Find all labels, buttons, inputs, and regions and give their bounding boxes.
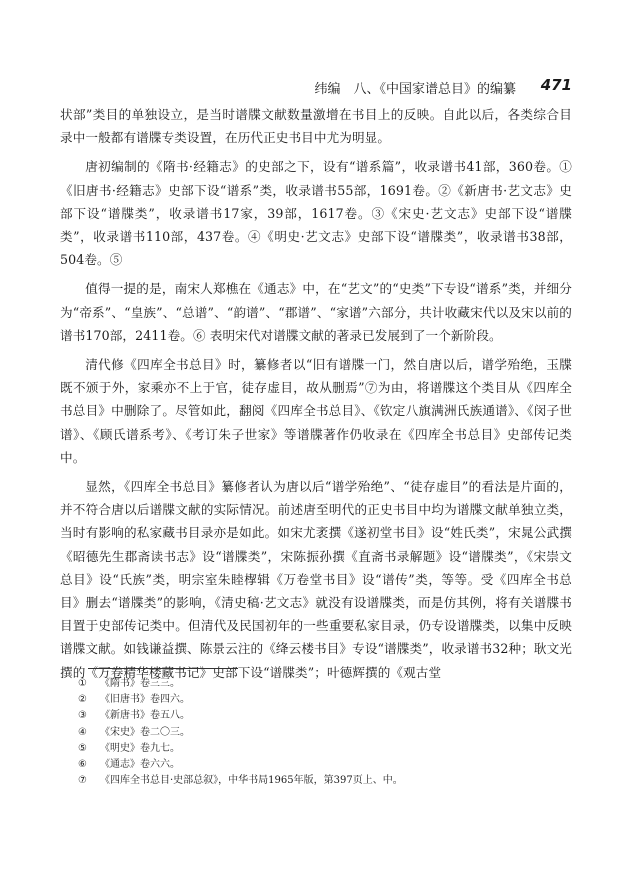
footnote-mark: ⑤ <box>78 742 87 754</box>
paragraph: 值得一提的是，南宋人郑樵在《通志》中，在“艺文”的“史类”下专设“谱系”类，并细分为“帝系”、“皇族”、“总谱”、“韵谱”、“郡谱”、“家谱”六部分，共计收藏宋代以及宋以前的谱书170部，2411卷。⑥ 表明宋代对谱牒文献的著录已发展到了一个新阶段。 <box>60 281 572 343</box>
footnote <box>78 741 572 757</box>
body-text <box>60 103 572 690</box>
footnote-mark: ③ <box>78 710 87 722</box>
footnote <box>78 708 572 724</box>
footnote-mark: ⑦ <box>78 775 87 787</box>
footnote-text: 《四库全书总目·史部总叙》，中华书局1965年版，第397页上、中。 <box>100 775 403 787</box>
footnote <box>78 692 572 708</box>
footnote-text: 《旧唐书》卷四六。 <box>100 694 190 706</box>
footnote <box>78 725 572 741</box>
footnote-text: 《新唐书》卷五八。 <box>100 710 190 722</box>
paragraph: 显然，《四库全书总目》纂修者认为唐以后“谱学殆绝”、“徒存虚目”的看法是片面的，并不符合唐以后谱牒文献的实际情况。前述唐至明代的正史书目中均为谱牒文献单独立类，当时有影响的私家藏书目录亦是如此。如宋尤袤撰《遂初堂书目》设“姓氏类”，宋晁公武撰《昭德先生郡斋读书志》设“谱牒类”，宋陈振孙撰《直斋书录解题》设“谱牒类”，《宋崇文总目》设“氏族”类，明宗室朱睦㮮辑《万卷堂书目》设“谱传”类，等等。受《四库全书总目》删去“谱牒类”的影响，《清史稿·艺文志》就没有设谱牒类，而是仿其例，将有关谱牒书目置于史部传记类中。但清代及民国初年的一些重要私家目录，仍专设谱牒类，以集中反映谱牒文献。如钱谦益撰、陈景云注的《绛云楼书目》专设“谱牒类”，收录谱书32种；耿文光撰的《万卷精华楼藏书记》史部下设“谱牒类”；叶德辉撰的《观古堂 <box>60 479 572 680</box>
footnotes <box>78 676 572 789</box>
footnote-text: 《隋书》卷三三。 <box>100 678 180 689</box>
footnote-mark: ④ <box>78 726 87 738</box>
footnote-mark: ① <box>78 678 87 689</box>
paragraph: 清代修《四库全书总目》时，纂修者以“旧有谱牒一门，然自唐以后，谱学殆绝，玉牒既不颁于外，家乘亦不上于官，徒存虚目，故从删焉”⑦为由，将谱牒这个类目从《四库全书总目》中删除了。尽管如此，翻阅《四库全书总目》、《钦定八旗满洲氏族通谱》、《闵子世谱》、《顾氏谱系考》、《考订朱子世家》等谱牒著作仍收录在《四库全书总目》史部传记类中。 <box>60 357 572 465</box>
footnote-mark: ② <box>78 694 87 706</box>
footnote-separator <box>88 668 238 669</box>
footnote <box>78 773 572 789</box>
paragraph: 唐初编制的《隋书·经籍志》的史部之下，设有“谱系篇”，收录谱书41部，360卷。①《旧唐书·经籍志》史部下设“谱系”类，收录谱书55部，1691卷。②《新唐书·艺文志》史部下设“谱牒类”，收录谱书17家，39部，1617卷。③《宋史·艺文志》史部下设“谱牒类”，收录谱书110部，437卷。④《明史·艺文志》史部下设“谱牒类”，收录谱书38部，504卷。⑤ <box>60 159 572 268</box>
footnote <box>78 757 572 773</box>
footnote-text: 《通志》卷六六。 <box>100 759 180 771</box>
paragraph: 状部”类目的单独设立，是当时谱牒文献数量激增在书目上的反映。自此以后，各类综合目录中一般都有谱牒专类设置，在历代正史书目中尤为明显。 <box>60 107 572 146</box>
footnote-mark: ⑥ <box>78 759 87 771</box>
footnote <box>78 676 572 692</box>
footnote-text: 《宋史》卷二〇三。 <box>100 726 190 738</box>
running-header <box>60 76 572 98</box>
footnote-text: 《明史》卷九七。 <box>100 742 180 754</box>
running-header-section: 纬编 八、《中国家谱总目》的编纂 <box>314 82 516 97</box>
page-number: 471 <box>540 76 572 94</box>
